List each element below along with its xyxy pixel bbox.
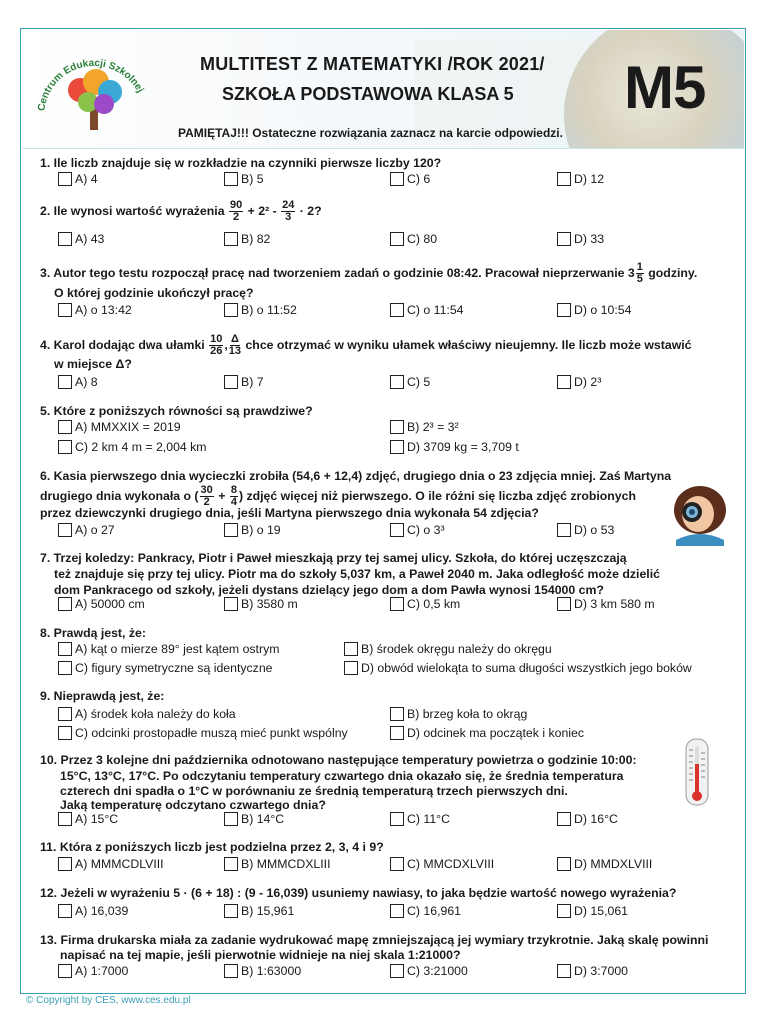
option-10c[interactable]: C) 11°C	[390, 812, 450, 826]
thermometer-icon	[684, 738, 710, 808]
option-12d[interactable]: D) 15,061	[557, 904, 628, 918]
checkbox[interactable]	[224, 597, 238, 611]
checkbox[interactable]	[390, 726, 404, 740]
question-4: 4. Karol dodając dwa ułamki $\frac{10}{26}$ , $\frac{\Delta}{13}$ chce otrzymać w wyniku ułamek właściwy nieujemny. Ile liczb może wstawić	[40, 333, 692, 357]
checkbox[interactable]	[224, 232, 238, 246]
checkbox[interactable]	[58, 303, 72, 317]
question-1: 1. Ile liczb znajduje się w rozkładzie na czynniki pierwsze liczby 120?	[40, 156, 442, 170]
checkbox[interactable]	[58, 964, 72, 978]
option-12b[interactable]: B) 15,961	[224, 904, 294, 918]
option-6d[interactable]: D) o 53	[557, 523, 614, 537]
checkbox[interactable]	[58, 642, 72, 656]
option-11c[interactable]: C) MMCDXLVIII	[390, 857, 494, 871]
checkbox[interactable]	[557, 857, 571, 871]
checkbox[interactable]	[390, 440, 404, 454]
svg-text:Centrum Edukacji Szkolnej: Centrum Edukacji Szkolnej	[36, 57, 146, 112]
question-7-line2: też znajduje się przy tej ulicy. Piotr ma do szkoły 5,037 km, a Paweł 2040 m. Jaka odległość może dzielić	[54, 567, 660, 581]
option-10d[interactable]: D) 16°C	[557, 812, 618, 826]
checkbox[interactable]	[58, 440, 72, 454]
question-3: 3. Autor tego testu rozpoczął pracę nad tworzeniem zadań o godzinie 08:42. Pracował nieprzerwanie 3 $\frac{1}{5}$ godziny.	[40, 261, 698, 285]
checkbox[interactable]	[557, 172, 571, 186]
question-5: 5. Które z poniższych równości są prawdziwe?	[40, 404, 313, 418]
checkbox[interactable]	[58, 661, 72, 675]
checkbox[interactable]	[557, 232, 571, 246]
option-2a[interactable]: A) 43	[58, 232, 104, 246]
option-6a[interactable]: A) o 27	[58, 523, 115, 537]
option-10b[interactable]: B) 14°C	[224, 812, 284, 826]
checkbox[interactable]	[390, 812, 404, 826]
question-3-line2: O której godzinie ukończył pracę?	[54, 286, 254, 300]
option-10a[interactable]: A) 15°C	[58, 812, 118, 826]
option-9d[interactable]: D) odcinek ma początek i koniec	[390, 726, 584, 740]
question-2: 2. Ile wynosi wartość wyrażenia $\frac{90}{2}$ + 2² - $\frac{24}{3}$ · 2 ?	[40, 199, 322, 223]
checkbox[interactable]	[224, 375, 238, 389]
checkbox[interactable]	[390, 597, 404, 611]
option-4a[interactable]: A) 8	[58, 375, 98, 389]
question-13: 13. Firma drukarska miała za zadanie wydrukować mapę zmniejszającą jej wymiary trzykrotnie. Jaką skalę powinni	[40, 933, 709, 947]
option-3c[interactable]: C) o 11:54	[390, 303, 464, 317]
photographer-illustration	[668, 480, 732, 546]
reminder-note: PAMIĘTAJ!!! Ostateczne rozwiązania zaznacz na karcie odpowiedzi.	[178, 126, 563, 140]
checkbox[interactable]	[390, 420, 404, 434]
question-13-line2: napisać na tej mapie, jeśli pierwotnie widnieje na niej skala 1:21000?	[60, 948, 461, 962]
checkbox[interactable]	[557, 523, 571, 537]
checkbox[interactable]	[390, 904, 404, 918]
checkbox[interactable]	[224, 172, 238, 186]
checkbox[interactable]	[390, 857, 404, 871]
option-7c[interactable]: C) 0,5 km	[390, 597, 460, 611]
option-1a[interactable]: A) 4	[58, 172, 98, 186]
copyright-icon: ©	[26, 995, 34, 1006]
option-9a[interactable]: A) środek koła należy do koła	[58, 707, 236, 721]
test-subtitle: SZKOŁA PODSTAWOWA KLASA 5	[222, 84, 514, 104]
checkbox[interactable]	[557, 303, 571, 317]
option-2b[interactable]: B) 82	[224, 232, 270, 246]
option-5d[interactable]: D) 3709 kg = 3,709 t	[390, 440, 519, 454]
question-10-line2: 15°C, 13°C, 17°C. Po odczytaniu temperatury czwartego dnia okazało się, że średnia temperatura	[60, 769, 624, 783]
checkbox[interactable]	[58, 707, 72, 721]
copyright-footer: © Copyright by CES, www.ces.edu.pl	[26, 995, 191, 1006]
question-8: 8. Prawdą jest, że:	[40, 626, 146, 640]
option-7b[interactable]: B) 3580 m	[224, 597, 298, 611]
checkbox[interactable]	[58, 523, 72, 537]
checkbox[interactable]	[557, 597, 571, 611]
question-10: 10. Przez 3 kolejne dni października odnotowano następujące temperatury powietrza o godzinie 10:00:	[40, 753, 637, 767]
option-8a[interactable]: A) kąt o mierze 89° jest kątem ostrym	[58, 642, 279, 656]
checkbox[interactable]	[58, 420, 72, 434]
option-4c[interactable]: C) 5	[390, 375, 430, 389]
test-title: MULTITEST Z MATEMATYKI /ROK 2021/	[200, 54, 545, 74]
checkbox[interactable]	[557, 964, 571, 978]
option-6c[interactable]: C) o 3³	[390, 523, 445, 537]
option-4b[interactable]: B) 7	[224, 375, 264, 389]
option-8c[interactable]: C) figury symetryczne są identyczne	[58, 661, 273, 675]
option-11d[interactable]: D) MMDXLVIII	[557, 857, 652, 871]
option-13c[interactable]: C) 3:21000	[390, 964, 468, 978]
checkbox[interactable]	[224, 523, 238, 537]
checkbox[interactable]	[224, 812, 238, 826]
question-12: 12. Jeżeli w wyrażeniu 5 · (6 + 18) : (9 - 16,039) usuniemy nawiasy, to jaka będzie wartość nowego wyrażenia?	[40, 886, 677, 900]
option-5a[interactable]: A) MMXXIX = 2019	[58, 420, 181, 434]
checkbox[interactable]	[58, 375, 72, 389]
question-6: 6. Kasia pierwszego dnia wycieczki zrobiła (54,6 + 12,4) zdjęć, drugiego dnia o 23 zdjęcia mniej. Zaś Martyna	[40, 469, 672, 483]
option-8d[interactable]: D) obwód wielokąta to suma długości wszystkich jego boków	[344, 661, 692, 675]
checkbox[interactable]	[390, 375, 404, 389]
checkbox[interactable]	[58, 857, 72, 871]
option-9c[interactable]: C) odcinki prostopadłe muszą mieć punkt wspólny	[58, 726, 348, 740]
option-12a[interactable]: A) 16,039	[58, 904, 128, 918]
question-6-line3: przez dziewczynki drugiego dnia, jeśli Martyna pierwszego dnia wykonała 54 zdjęcia?	[40, 506, 539, 520]
checkbox[interactable]	[557, 375, 571, 389]
option-6b[interactable]: B) o 19	[224, 523, 281, 537]
question-10-line4: Jaką temperaturę odczytano czwartego dnia?	[60, 798, 326, 812]
option-2d[interactable]: D) 33	[557, 232, 604, 246]
checkbox[interactable]	[390, 303, 404, 317]
checkbox[interactable]	[344, 661, 358, 675]
question-11: 11. Która z poniższych liczb jest podzielna przez 2, 3, 4 i 9?	[40, 840, 384, 854]
question-6-line2: drugiego dnia wykonała o ( $\frac{30}{2}$ + $\frac{8}{4}$ ) zdjęć więcej niż pierwszego. O ile różni się liczba zdjęć zrobionych	[40, 484, 636, 508]
checkbox[interactable]	[390, 707, 404, 721]
test-code: M5	[624, 54, 706, 121]
option-1c[interactable]: C) 6	[390, 172, 430, 186]
checkbox[interactable]	[390, 523, 404, 537]
checkbox[interactable]	[390, 964, 404, 978]
checkbox[interactable]	[58, 726, 72, 740]
option-3d[interactable]: D) o 10:54	[557, 303, 631, 317]
question-7-line3: dom Pankracego od szkoły, jeżeli dystans dzielący jego dom a dom Pawła wynosi 154000 cm?	[54, 583, 604, 597]
checkbox[interactable]	[224, 303, 238, 317]
option-11a[interactable]: A) MMMCDLVIII	[58, 857, 164, 871]
checkbox[interactable]	[224, 964, 238, 978]
checkbox[interactable]	[58, 597, 72, 611]
option-7a[interactable]: A) 50000 cm	[58, 597, 145, 611]
option-3b[interactable]: B) o 11:52	[224, 303, 297, 317]
option-13b[interactable]: B) 1:63000	[224, 964, 301, 978]
question-9: 9. Nieprawdą jest, że:	[40, 689, 165, 703]
option-12c[interactable]: C) 16,961	[390, 904, 461, 918]
question-7: 7. Trzej koledzy: Pankracy, Piotr i Paweł mieszkają przy tej samej ulicy. Szkoła, do której uczęszczają	[40, 551, 627, 565]
checkbox[interactable]	[344, 642, 358, 656]
option-13a[interactable]: A) 1:7000	[58, 964, 128, 978]
checkbox[interactable]	[557, 904, 571, 918]
option-8b[interactable]: B) środek okręgu należy do okręgu	[344, 642, 552, 656]
checkbox[interactable]	[390, 232, 404, 246]
option-1b[interactable]: B) 5	[224, 172, 264, 186]
option-13d[interactable]: D) 3:7000	[557, 964, 628, 978]
checkbox[interactable]	[58, 232, 72, 246]
checkbox[interactable]	[390, 172, 404, 186]
question-4-line2: w miejsce Δ?	[54, 357, 132, 371]
checkbox[interactable]	[224, 904, 238, 918]
option-11b[interactable]: B) MMMCDXLIII	[224, 857, 331, 871]
checkbox[interactable]	[224, 857, 238, 871]
option-5b[interactable]: B) 2³ = 3²	[390, 420, 459, 434]
option-5c[interactable]: C) 2 km 4 m = 2,004 km	[58, 440, 207, 454]
option-4d[interactable]: D) 2³	[557, 375, 601, 389]
checkbox[interactable]	[58, 812, 72, 826]
question-10-line3: czterech dni spadła o 1°C w porównaniu ze średnią temperaturą trzech pierwszych dni.	[60, 784, 568, 798]
option-3a[interactable]: A) o 13:42	[58, 303, 132, 317]
option-9b[interactable]: B) brzeg koła to okrąg	[390, 707, 527, 721]
ces-logo	[30, 38, 158, 144]
checkbox[interactable]	[557, 812, 571, 826]
option-7d[interactable]: D) 3 km 580 m	[557, 597, 655, 611]
option-1d[interactable]: D) 12	[557, 172, 604, 186]
option-2c[interactable]: C) 80	[390, 232, 437, 246]
checkbox[interactable]	[58, 172, 72, 186]
checkbox[interactable]	[58, 904, 72, 918]
